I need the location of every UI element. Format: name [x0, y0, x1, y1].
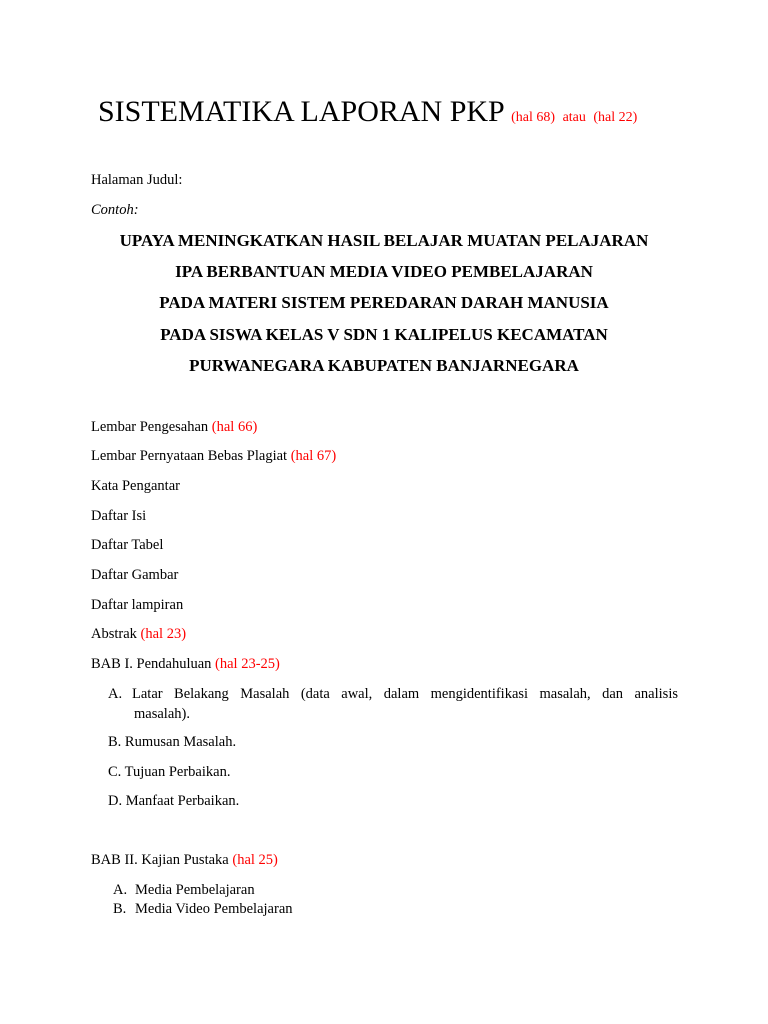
list-item — [91, 625, 186, 643]
example-title-line-5: PURWANEGARA KABUPATEN BANJARNEGARA — [189, 356, 579, 375]
bab1-item-c: C. Tujuan Perbaikan. — [108, 764, 231, 780]
list-item-text: Abstrak — [91, 626, 137, 642]
title-text: SISTEMATIKA LAPORAN PKP — [98, 95, 504, 128]
bab2-item-a-text: Media Pembelajaran — [135, 882, 255, 898]
list-item — [91, 596, 183, 614]
list-item — [91, 447, 336, 465]
bab2-item-b-text: Media Video Pembelajaran — [135, 901, 293, 917]
list-item-ref: (hal 23) — [140, 626, 187, 642]
list-item-ref: (hal 67) — [290, 448, 337, 464]
list-item — [91, 418, 257, 436]
list-item-text: Daftar lampiran — [91, 597, 184, 613]
title-ref-a: (hal 68) — [511, 110, 556, 125]
example-title-line-4: PADA SISWA KELAS V SDN 1 KALIPELUS KECAMATAN — [160, 325, 608, 344]
bab1-item-a — [108, 684, 678, 724]
bab1-heading-text: BAB I. Pendahuluan — [91, 656, 212, 672]
example-label: Contoh: — [91, 202, 139, 218]
list-item — [91, 477, 180, 495]
bab2-heading-text: BAB II. Kajian Pustaka — [91, 852, 229, 868]
list-item-text: Kata Pengantar — [91, 478, 180, 494]
bab2-item-a-marker: A. — [113, 882, 128, 898]
list-item — [91, 536, 163, 554]
bab1-heading — [91, 655, 280, 673]
title-ref-mid: atau — [562, 110, 586, 125]
bab1-item-d: D. Manfaat Perbaikan. — [108, 793, 240, 809]
list-item — [91, 566, 178, 584]
bab2-item-b — [113, 900, 293, 918]
list-item-text: Daftar Tabel — [91, 537, 164, 553]
list-item — [91, 507, 146, 525]
bab1-item-b: B. Rumusan Masalah. — [108, 734, 237, 750]
title-page-label: Halaman Judul: — [91, 172, 183, 188]
example-title-line-2: IPA BERBANTUAN MEDIA VIDEO PEMBELAJARAN — [175, 262, 593, 281]
title-ref-b: (hal 22) — [593, 110, 638, 125]
page-title — [98, 94, 637, 136]
bab2-item-b-marker: B. — [113, 901, 127, 917]
bab2-heading — [91, 851, 278, 869]
list-item-text: Lembar Pengesahan — [91, 419, 209, 435]
bab1-item-a-text-line2: masalah). — [134, 706, 190, 722]
list-item-text: Daftar Gambar — [91, 567, 179, 583]
bab1-ref: (hal 23-25) — [215, 656, 280, 672]
list-item-ref: (hal 66) — [211, 419, 258, 435]
bab1-item-a-marker: A. — [108, 686, 123, 702]
bab2-item-a — [113, 881, 255, 899]
bab2-ref: (hal 25) — [232, 852, 278, 868]
list-item-text: Lembar Pernyataan Bebas Plagiat — [91, 448, 288, 464]
example-title-line-1: UPAYA MENINGKATKAN HASIL BELAJAR MUATAN PELAJARAN — [119, 231, 649, 250]
bab1-item-a-text-line1: Latar Belakang Masalah (data awal, dalam mengidentifikasi masalah, dan analisis — [132, 686, 678, 702]
example-title-line-3: PADA MATERI SISTEM PEREDARAN DARAH MANUSIA — [159, 293, 609, 312]
list-item-text: Daftar Isi — [91, 508, 147, 524]
